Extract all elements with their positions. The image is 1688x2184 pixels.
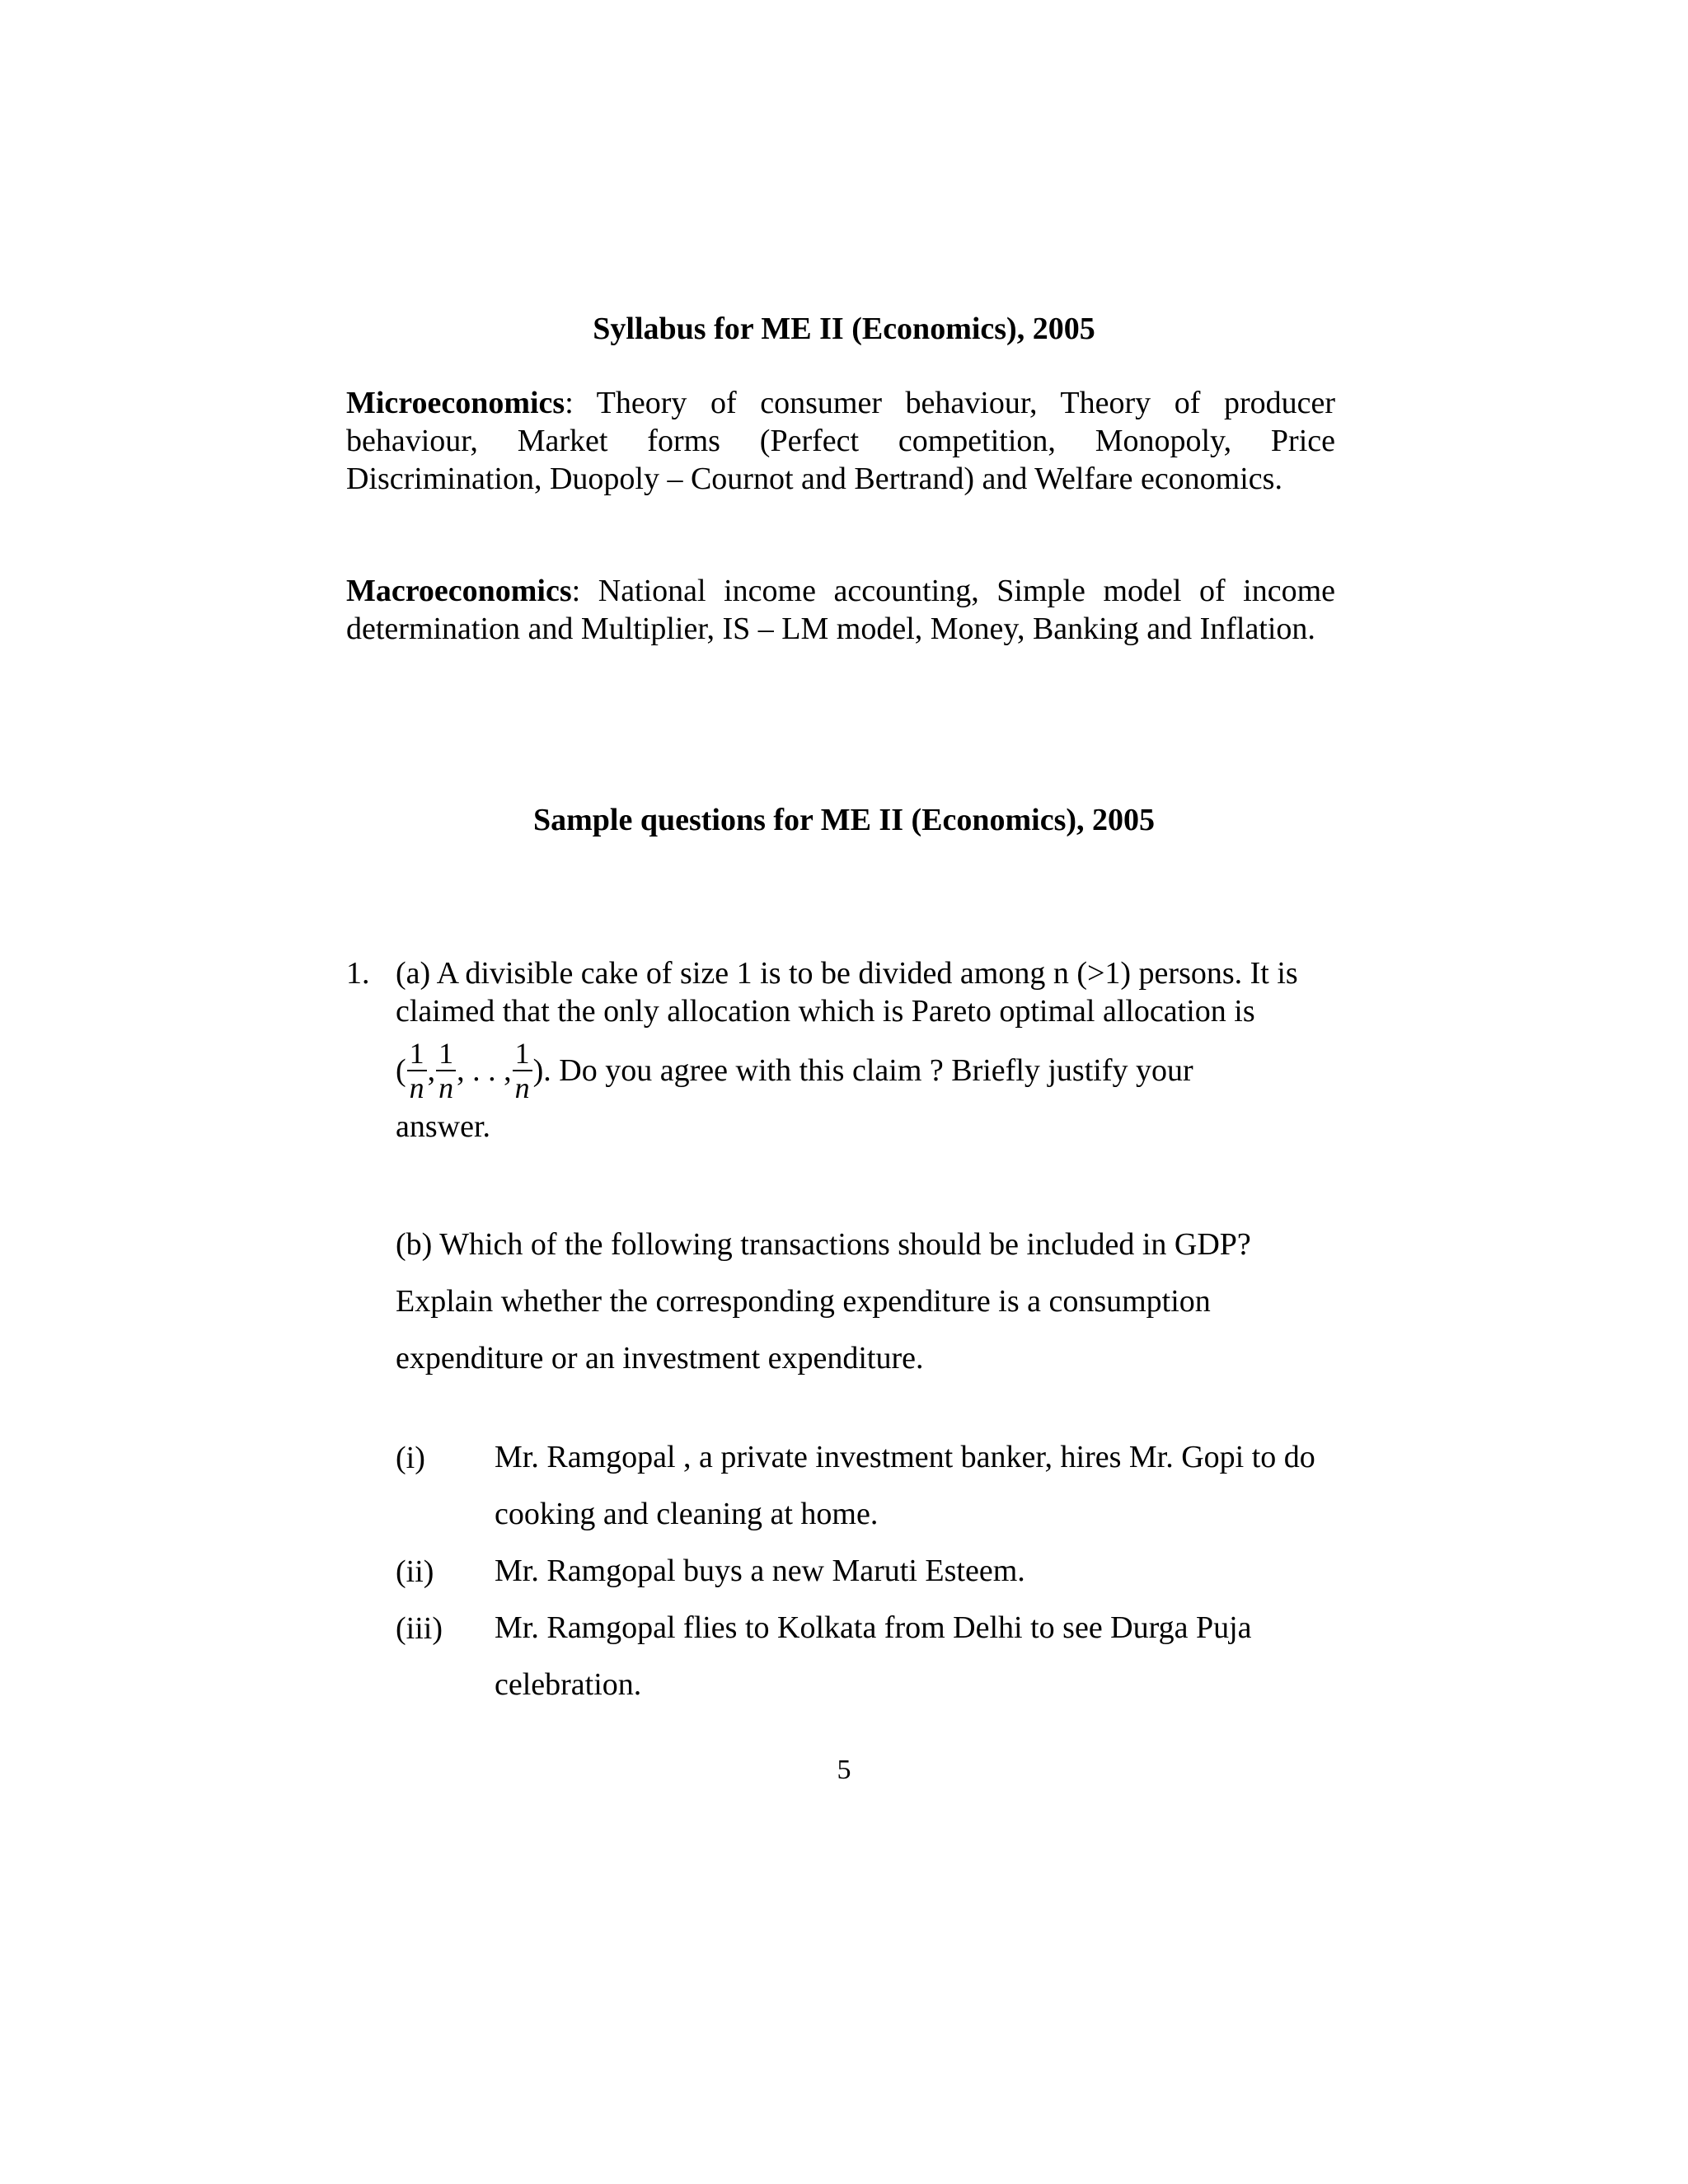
question-part-b-text: (b) Which of the following transactions should be included in GDP? Explain whether the corresponding expenditure is a consumption expenditure or an investment expenditure. xyxy=(396,1227,1251,1376)
item-text-iii: Mr. Ramgopal flies to Kolkata from Delhi to see Durga Puja celebration. xyxy=(495,1610,1252,1702)
macroeconomics-paragraph xyxy=(346,572,1335,648)
item-text-i: Mr. Ramgopal , a private investment banker, hires Mr. Gopi to do cooking and cleaning at home. xyxy=(495,1440,1315,1531)
fraction-numerator: 1 xyxy=(407,1037,427,1071)
question-part-a-text: (a) A divisible cake of size 1 is to be divided among n (>1) persons. It is claimed that the only allocation which is Pareto optimal allocation is xyxy=(396,956,1298,1029)
microeconomics-text: : Theory of consumer behaviour, Theory of producer behaviour, Market forms (Perfect competition, Monopoly, Price Discrimination, Duopoly – Cournot and Bertrand) and Welfare economics. xyxy=(346,386,1335,496)
formula-open-paren: ( xyxy=(396,1053,406,1088)
macroeconomics-text: : National income accounting, Simple model of income determination and Multiplier, IS – LM model, Money, Banking and Inflation. xyxy=(346,574,1335,646)
fraction-denominator: n xyxy=(514,1071,530,1104)
question-number: 1. xyxy=(346,956,370,991)
item-label-ii: (ii) xyxy=(396,1554,434,1589)
formula-dots: , . . , xyxy=(457,1053,512,1088)
item-label-i: (i) xyxy=(396,1441,425,1475)
syllabus-title: Syllabus for ME II (Economics), 2005 xyxy=(593,312,1095,346)
fraction-numerator: 1 xyxy=(436,1037,456,1071)
microeconomics-paragraph xyxy=(346,384,1335,498)
sample-questions-title: Sample questions for ME II (Economics), 2005 xyxy=(532,803,1156,837)
fraction-one-over-n xyxy=(436,1037,456,1104)
formula-comma: , xyxy=(427,1053,436,1088)
item-text-ii: Mr. Ramgopal buys a new Maruti Esteem. xyxy=(495,1554,1025,1588)
page-number: 5 xyxy=(837,1755,851,1785)
fraction-denominator: n xyxy=(438,1071,454,1104)
fraction-one-over-n xyxy=(407,1037,427,1104)
pareto-allocation-formula xyxy=(396,1037,1193,1116)
fraction-numerator: 1 xyxy=(513,1037,532,1071)
fraction-one-over-n xyxy=(513,1037,532,1104)
microeconomics-label: Microeconomics xyxy=(346,386,565,420)
question-part-a-end: answer. xyxy=(396,1109,491,1144)
item-label-iii: (iii) xyxy=(396,1611,443,1646)
macroeconomics-label: Macroeconomics xyxy=(346,574,572,608)
fraction-denominator: n xyxy=(409,1071,424,1104)
formula-continuation-text: ). Do you agree with this claim ? Briefly justify your xyxy=(532,1053,1193,1088)
